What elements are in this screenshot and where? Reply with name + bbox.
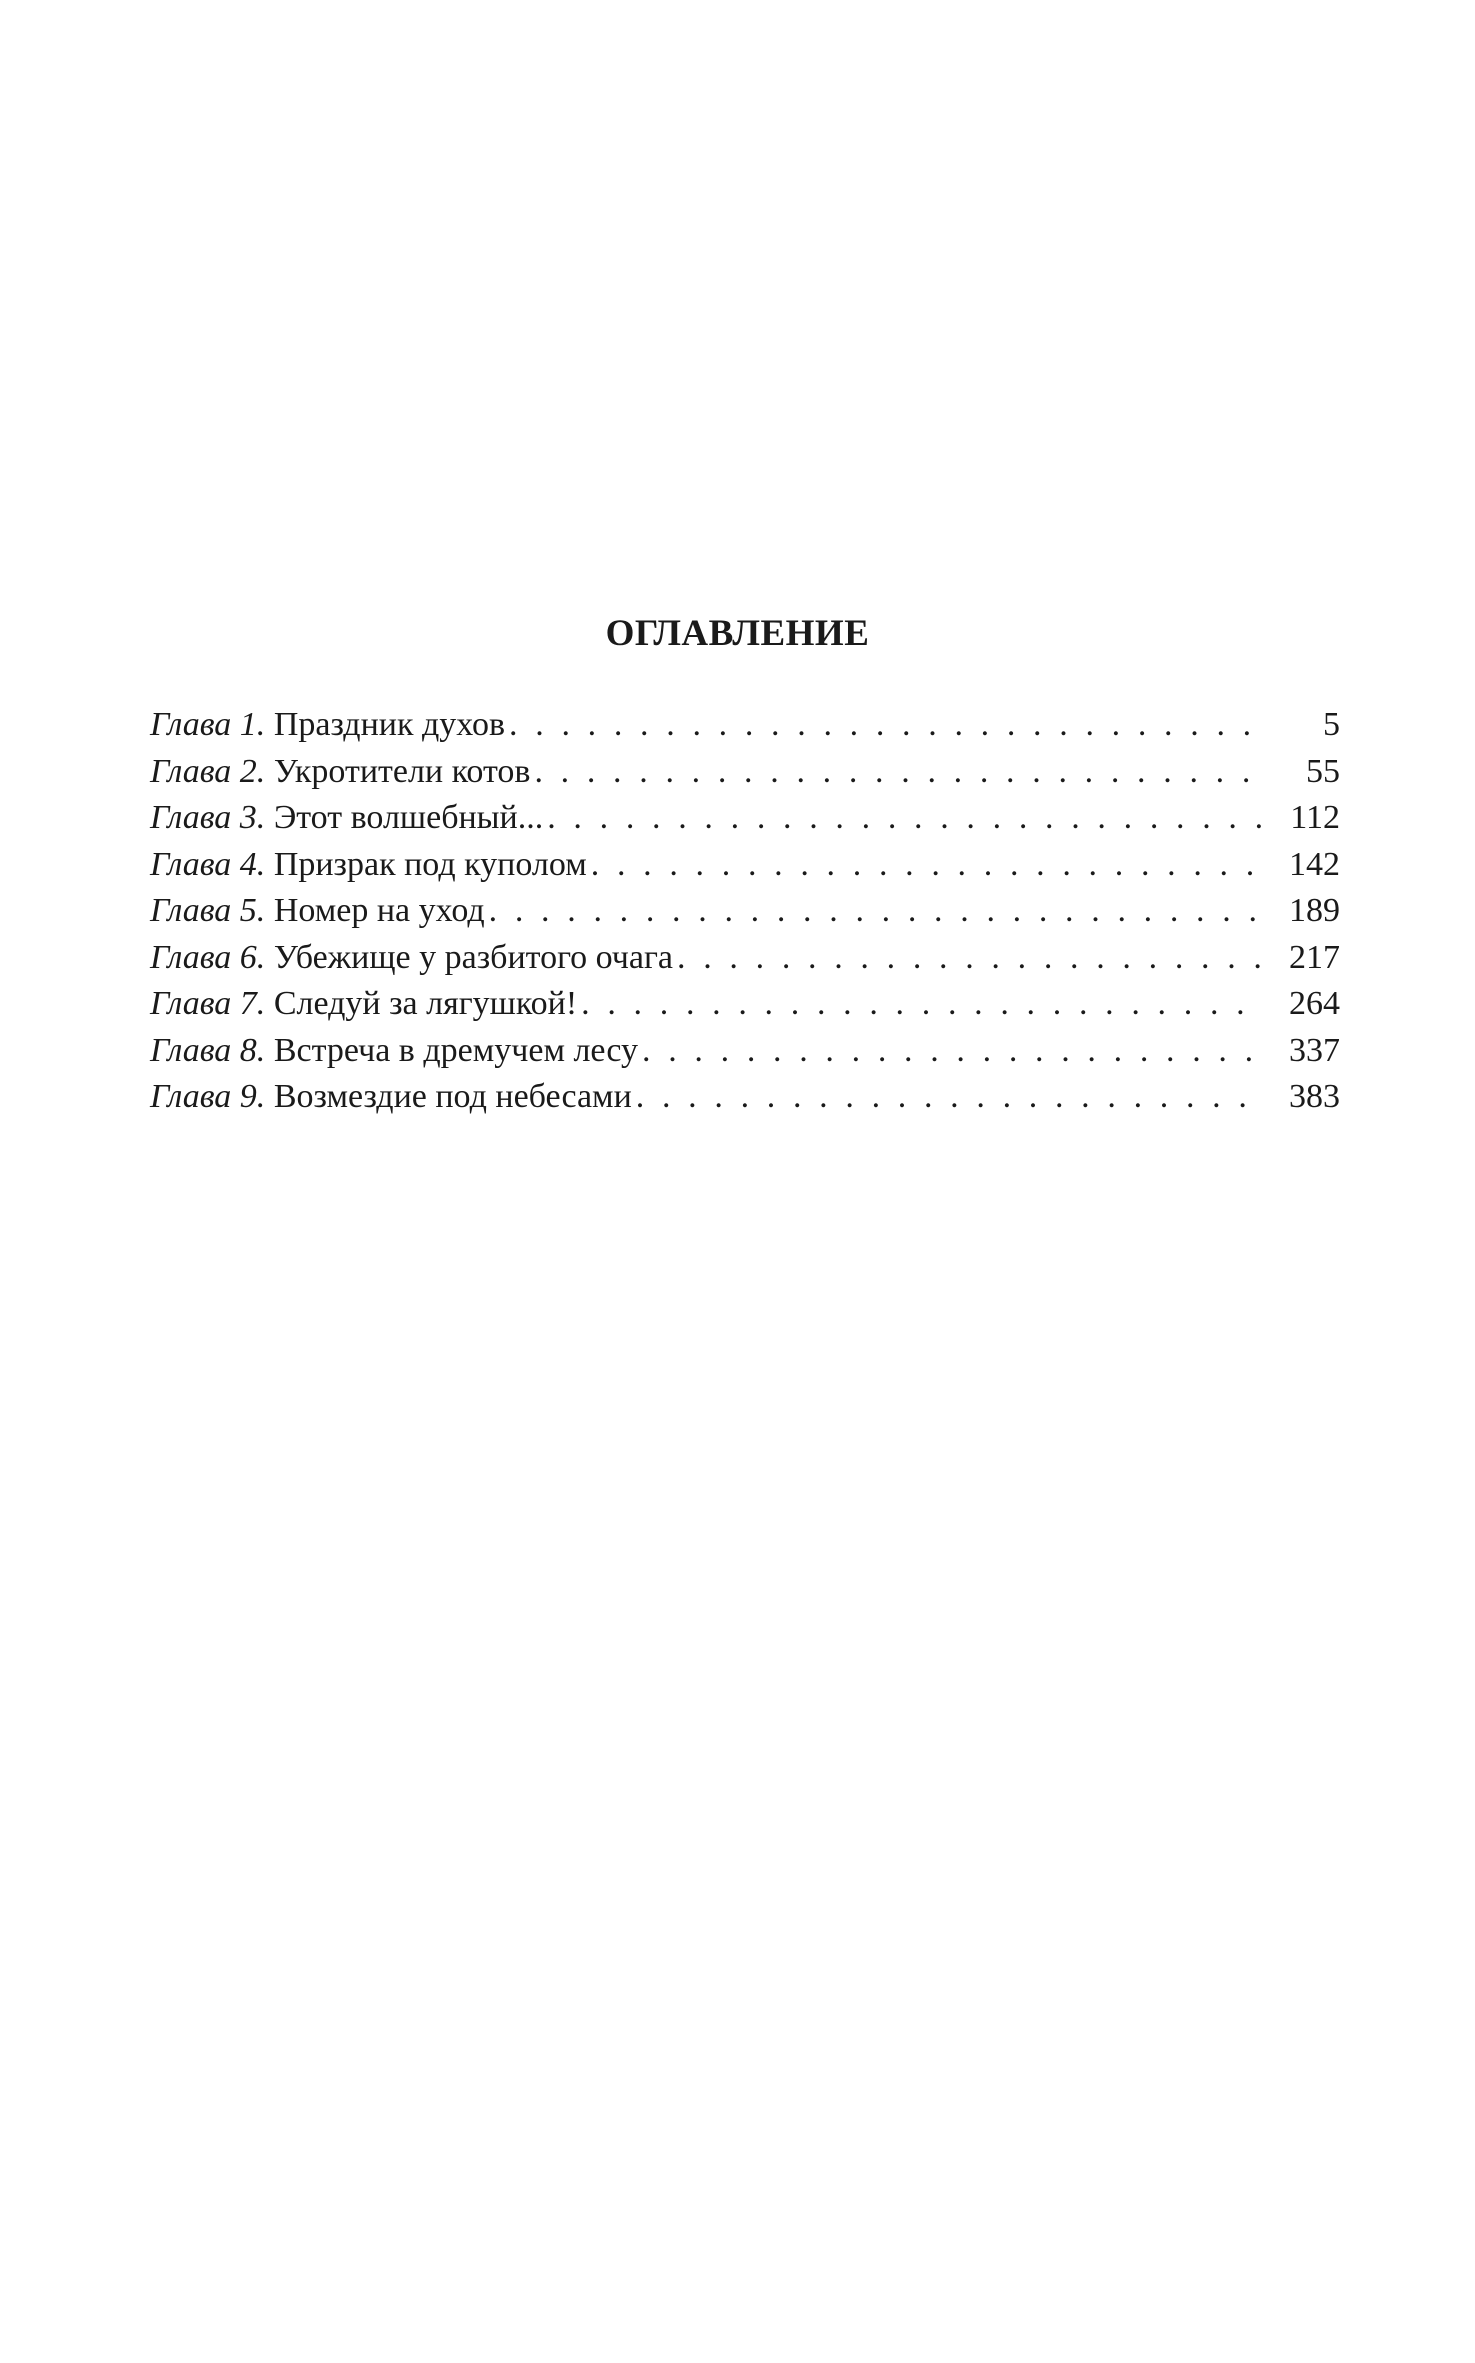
toc-entry-page: 112 xyxy=(1290,799,1340,836)
toc-entry-title: Призрак под куполом xyxy=(273,845,587,883)
toc-entry-page: 142 xyxy=(1289,845,1340,883)
toc-entry xyxy=(150,1074,1340,1121)
toc-entry-label: Глава 6. xyxy=(150,938,266,976)
toc-entry xyxy=(150,842,1340,889)
toc-dot-leader xyxy=(642,1028,1264,1075)
toc-title: ОГЛАВЛЕНИЕ xyxy=(605,613,870,654)
toc-entry-label: Глава 2. xyxy=(150,752,266,790)
toc-entry-title: Укротители котов xyxy=(273,752,531,790)
toc-dot-leader xyxy=(581,981,1264,1028)
toc-entry xyxy=(150,1028,1340,1075)
toc-entry-title: Убежище у разбитого очага xyxy=(273,938,674,976)
toc-entry-page: 189 xyxy=(1289,892,1340,929)
toc-entry-title: Следуй за лягушкой! xyxy=(273,985,578,1022)
toc-entry xyxy=(150,749,1340,796)
toc-entry-title: Этот волшебный... xyxy=(273,799,544,836)
toc-entry-label: Глава 7. xyxy=(150,985,266,1022)
toc-dot-leader xyxy=(534,749,1264,796)
toc-list xyxy=(150,702,1340,1121)
toc-entry-label: Глава 5. xyxy=(150,892,266,929)
toc-entry-title: Встреча в дремучем лесу xyxy=(273,1031,639,1069)
toc-entry-page: 5 xyxy=(1323,706,1340,743)
toc-entry xyxy=(150,795,1340,842)
toc-entry-title: Возмездие под небесами xyxy=(273,1078,632,1115)
toc-entry xyxy=(150,702,1340,749)
toc-dot-leader xyxy=(509,702,1264,749)
toc-entry xyxy=(150,935,1340,982)
toc-entry-page: 337 xyxy=(1289,1031,1340,1069)
toc-entry-label: Глава 4. xyxy=(150,845,266,883)
toc-entry-label: Глава 9. xyxy=(150,1078,266,1115)
toc-entry xyxy=(150,888,1340,935)
toc-dot-leader xyxy=(489,888,1264,935)
toc-entry xyxy=(150,981,1340,1028)
toc-dot-leader xyxy=(677,935,1264,982)
toc-entry-label: Глава 1. xyxy=(150,706,266,743)
toc-entry-label: Глава 3. xyxy=(150,799,266,836)
toc-entry-page: 217 xyxy=(1289,938,1340,976)
toc-entry-title: Праздник духов xyxy=(273,706,506,743)
toc-entry-label: Глава 8. xyxy=(150,1031,266,1069)
toc-dot-leader xyxy=(591,842,1264,889)
toc-entry-page: 264 xyxy=(1289,985,1340,1022)
toc-entry-page: 383 xyxy=(1289,1078,1340,1115)
toc-dot-leader xyxy=(636,1074,1264,1121)
toc-entry-page: 55 xyxy=(1306,752,1340,790)
toc-entry-title: Номер на уход xyxy=(273,892,485,929)
toc-dot-leader xyxy=(547,795,1264,842)
